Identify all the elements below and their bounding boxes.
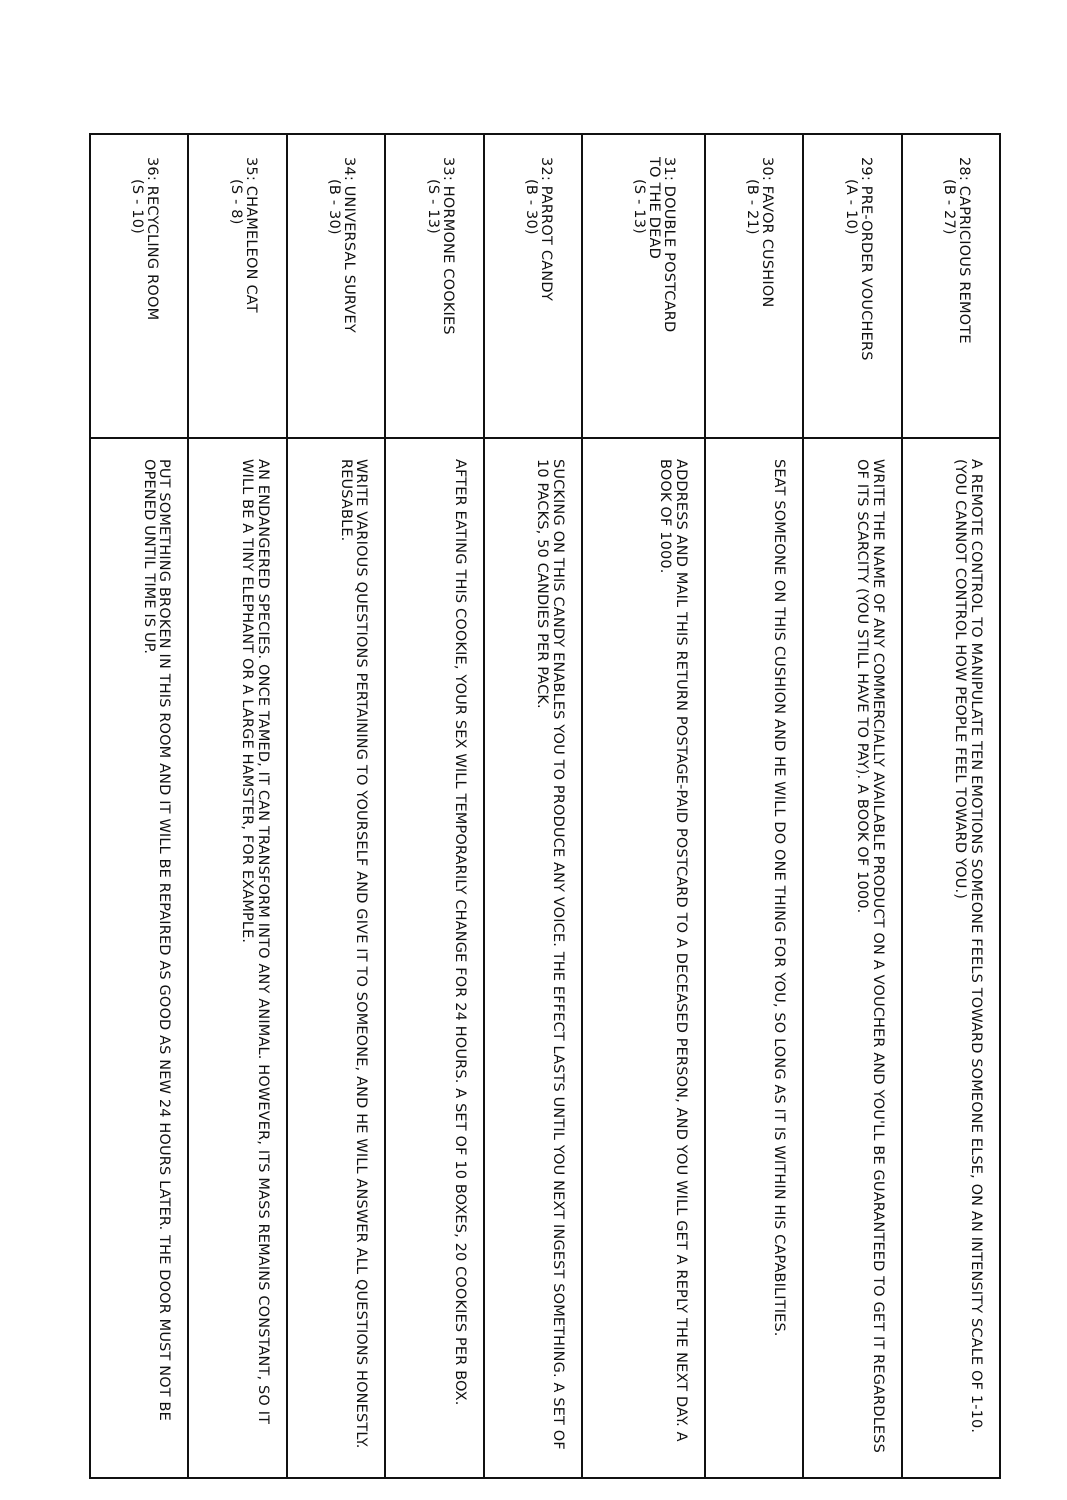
item-title: 28: CAPRICIOUS REMOTE xyxy=(956,157,972,344)
item-rank-code: (B - 30) xyxy=(326,179,343,235)
item-description: WRITE VARIOUS QUESTIONS PERTAINING TO YOURSELF AND GIVE IT TO SOMEONE, AND HE WILL ANSWER ALL QUESTIONS HONESTLY. REUSABLE. xyxy=(337,459,370,1449)
table-row xyxy=(902,134,1000,1478)
item-rank-code: (S - 10) xyxy=(129,179,146,235)
rotated-page xyxy=(89,133,1001,1477)
item-rank-code: (S - 13) xyxy=(630,179,647,235)
item-title: 30: FAVOR CUSHION xyxy=(759,157,776,308)
item-description-cell xyxy=(188,438,286,1478)
item-rank-code: (S - 8) xyxy=(227,179,244,225)
item-name-cell xyxy=(484,134,582,438)
item-description-cell xyxy=(484,438,582,1478)
item-name-cell xyxy=(385,134,483,438)
table-row xyxy=(90,134,188,1478)
item-table xyxy=(89,133,1001,1479)
item-title: 31: DOUBLE POSTCARD TO THE DEAD xyxy=(645,157,677,333)
table-row xyxy=(803,134,901,1478)
table-row xyxy=(582,134,705,1478)
item-name-cell xyxy=(287,134,385,438)
item-description-cell xyxy=(90,438,188,1478)
table-row xyxy=(484,134,582,1478)
item-description: SUCKING ON THIS CANDY ENABLES YOU TO PRODUCE ANY VOICE. THE EFFECT LASTS UNTIL YOU NEXT INGEST SOMETHING. A SET OF 10 PACKS, 50 CANDIES PER PACK. xyxy=(534,459,566,1450)
item-title: 33: HORMONE COOKIES xyxy=(439,157,456,335)
item-description-cell xyxy=(582,438,705,1478)
item-rank-code: (B - 21) xyxy=(744,179,761,235)
item-name-cell xyxy=(188,134,286,438)
table-row xyxy=(188,134,286,1478)
item-name-cell xyxy=(90,134,188,438)
item-description: AN ENDANGERED SPECIES. ONCE TAMED, IT CAN TRANSFORM INTO ANY ANIMAL. HOWEVER, ITS MASS REMAINS CONSTANT, SO IT WILL BE A TINY ELEPHANT OR A LARGE HAMSTER, FOR EXAMPLE. xyxy=(239,459,271,1425)
table-row xyxy=(705,134,803,1478)
item-description-cell xyxy=(902,438,1000,1478)
item-rank-code: (B - 30) xyxy=(522,179,539,235)
item-title: 29: PRE-ORDER VOUCHERS xyxy=(857,157,874,361)
item-description: ADDRESS AND MAIL THIS RETURN POSTAGE-PAID POSTCARD TO A DECEASED PERSON, AND YOU WILL GET A REPLY THE NEXT DAY. A BOOK OF 1000. xyxy=(657,459,689,1442)
item-description-cell xyxy=(287,438,385,1478)
table-row xyxy=(385,134,483,1478)
item-description-cell xyxy=(705,438,803,1478)
item-description: AFTER EATING THIS COOKIE, YOUR SEX WILL TEMPORARILY CHANGE FOR 24 HOURS. A SET OF 10 BOXES, 20 COOKIES PER BOX. xyxy=(451,459,468,1406)
item-description-cell xyxy=(385,438,483,1478)
item-description: SEAT SOMEONE ON THIS CUSHION AND HE WILL DO ONE THING FOR YOU, SO LONG AS IT IS WITHIN HIS CAPABILITIES. xyxy=(771,459,788,1337)
item-title: 34: UNIVERSAL SURVEY xyxy=(341,157,358,333)
item-description: WRITE THE NAME OF ANY COMMERCIALLY AVAILABLE PRODUCT ON A VOUCHER AND YOU'LL BE GUARANTEED TO GET IT REGARDLESS OF ITS SCARCITY (YOU STILL HAVE TO PAY). A BOOK OF 1000. xyxy=(854,459,886,1453)
item-name-cell xyxy=(902,134,1000,438)
item-title: 32: PARROT CANDY xyxy=(537,157,554,302)
item-title: 35: CHAMELEON CAT xyxy=(242,157,259,313)
table-row xyxy=(287,134,385,1478)
item-rank-code: (S - 13) xyxy=(424,179,441,235)
item-name-cell xyxy=(705,134,803,438)
item-name-cell xyxy=(803,134,901,438)
item-name-cell xyxy=(582,134,705,438)
item-rank-code: (B - 27) xyxy=(941,179,957,235)
item-description: PUT SOMETHING BROKEN IN THIS ROOM AND IT WILL BE REPAIRED AS GOOD AS NEW 24 HOURS LATER. THE DOOR MUST NOT BE OPENED UNTIL TIME IS UP. xyxy=(140,459,173,1421)
item-rank-code: (A - 10) xyxy=(842,179,859,235)
item-title: 36: RECYCLING ROOM xyxy=(144,157,161,321)
item-description: A REMOTE CONTROL TO MANIPULATE TEN EMOTIONS SOMEONE FEELS TOWARD SOMEONE ELSE, ON AN INTENSITY SCALE OF 1-10. (YOU CANNOT CONTROL HOW PEOPLE FEEL TOWARD YOU.) xyxy=(952,459,984,1434)
item-description-cell xyxy=(803,438,901,1478)
